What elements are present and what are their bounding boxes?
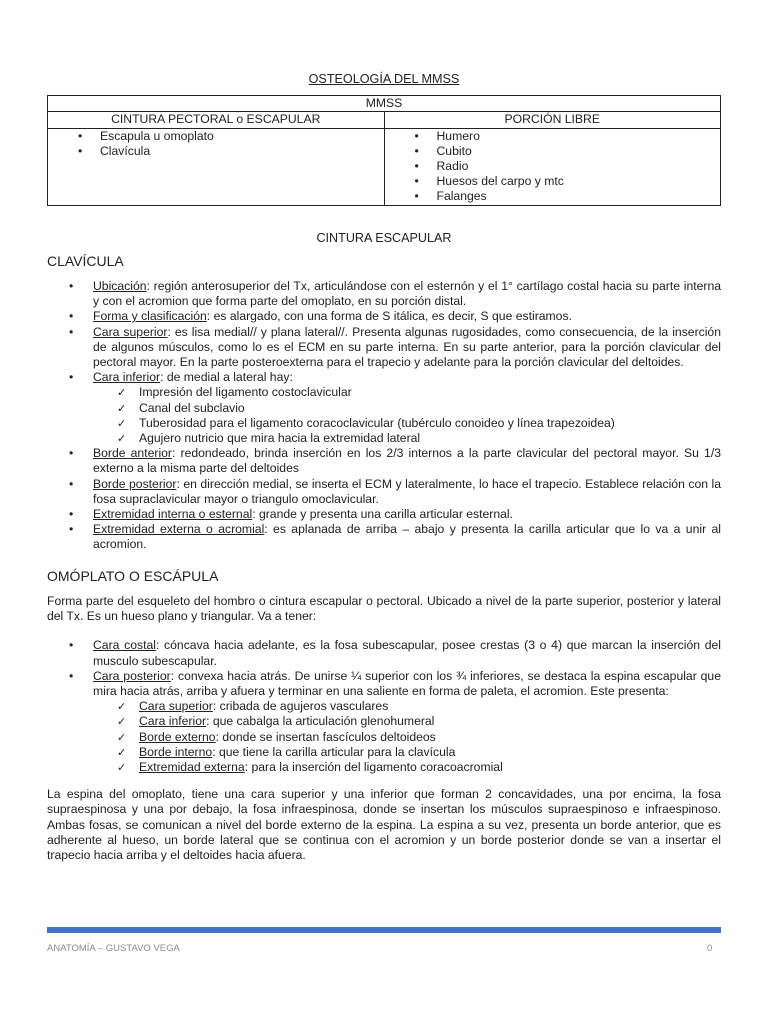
list-item: • Clavícula bbox=[100, 144, 378, 159]
acromion-checklist bbox=[93, 699, 721, 775]
item-text: : convexa hacia atrás. De unirse ¼ superior con los ¾ inferiores, se destaca la espina escapular que mira hacia atrás, arriba y afuera y terminar en una saliente en forma de paleta, el acromion. Este presenta: bbox=[93, 668, 721, 698]
check-item: ✓ Tuberosidad para el ligamento coracoclavicular (tubérculo conoideo y línea trapezoidea) bbox=[139, 416, 721, 431]
item-text: : para la inserción del ligamento coracoacromial bbox=[244, 759, 503, 774]
list-item bbox=[93, 638, 721, 668]
list-item bbox=[93, 522, 721, 552]
list-item: • Escapula u omoplato bbox=[100, 129, 378, 144]
item-term: Borde externo bbox=[139, 729, 216, 744]
list-item bbox=[93, 279, 721, 309]
omoplato-list bbox=[47, 638, 721, 775]
item-text: : región anterosuperior del Tx, articulándose con el esternón y el 1° cartílago costal hacia su parte interna y con el acromion que forma parte del omoplato, en su porción distal. bbox=[93, 279, 721, 309]
check-item: ✓ Canal del subclavio bbox=[139, 401, 721, 416]
item-term: Borde posterior bbox=[93, 476, 177, 491]
item-term: Cara costal bbox=[93, 638, 156, 653]
item-term: Extremidad externa o acromial bbox=[93, 522, 265, 537]
list-item bbox=[93, 370, 721, 446]
clavicula-heading: CLAVÍCULA bbox=[47, 252, 124, 269]
check-item bbox=[139, 760, 721, 775]
list-item bbox=[93, 446, 721, 476]
list-item: • Humero bbox=[437, 129, 715, 144]
item-text: : que tiene la carilla articular para la clavícula bbox=[212, 744, 456, 759]
omoplato-heading: OMÓPLATO O ESCÁPULA bbox=[47, 567, 219, 584]
table-caption: MMSS bbox=[48, 96, 721, 112]
item-text: : es aplanada de arriba – abajo y presenta la carilla articular que lo va a unir al acromion. bbox=[93, 522, 721, 552]
check-item bbox=[139, 699, 721, 714]
document-title: OSTEOLOGÍA DEL MMSS bbox=[308, 72, 460, 86]
item-text: : que cabalga la articulación glenohumeral bbox=[206, 714, 435, 729]
check-item: ✓ Impresión del ligamento costoclavicular bbox=[139, 385, 721, 400]
item-term: Ubicación bbox=[93, 279, 147, 294]
footer-bar bbox=[47, 927, 721, 933]
item-term: Extremidad externa bbox=[139, 759, 245, 774]
table-cell-right bbox=[384, 128, 721, 205]
list-item bbox=[93, 309, 721, 324]
item-text: : grande y presenta una carilla articular esternal. bbox=[252, 507, 514, 522]
list-item bbox=[93, 325, 721, 371]
item-text: : redondeado, brinda inserción en los 2/3 internos a la parte clavicular del pectoral mayor. Su 1/3 externo a la misma parte del deltoides bbox=[93, 446, 721, 476]
item-term: Borde interno bbox=[139, 744, 213, 759]
table-cell-left bbox=[48, 128, 385, 205]
page-number: 0 bbox=[707, 943, 713, 954]
item-term: Cara inferior bbox=[93, 370, 161, 385]
cara-inferior-checklist bbox=[93, 385, 721, 446]
document-page bbox=[47, 72, 721, 873]
list-item: • Radio bbox=[437, 159, 715, 174]
item-term: Extremidad interna o esternal bbox=[93, 507, 253, 522]
item-term: Cara posterior bbox=[93, 668, 171, 683]
check-item bbox=[139, 730, 721, 745]
list-item: • Huesos del carpo y mtc bbox=[437, 174, 715, 189]
list-item bbox=[93, 669, 721, 775]
item-text: : en dirección medial, se inserta el ECM y lateralmente, lo hace el trapecio. Establece relación con la fosa supraclavicular mayor o triangulo omoclavicular. bbox=[93, 476, 722, 506]
item-text: : es alargado, con una forma de S itálica, es decir, S que estiramos. bbox=[206, 309, 572, 324]
item-term: Cara superior bbox=[139, 699, 213, 714]
clavicula-list bbox=[47, 279, 721, 553]
item-term: Cara inferior bbox=[139, 714, 207, 729]
item-text: : cribada de agujeros vasculares bbox=[212, 699, 389, 714]
list-item bbox=[93, 477, 721, 507]
item-text: : es lisa medial// y plana lateral//. Presenta algunas rugosidades, como consecuencia, de la inserción de algunos músculos, como lo es el ECM en su parte interna. En su parte anterior, para la porción clavicular del pectoral mayor. En la parte posteroexterna para el trapecio y adelante para la porción clavicular del deltoides. bbox=[93, 324, 721, 370]
table-header-left: CINTURA PECTORAL o ESCAPULAR bbox=[48, 112, 385, 128]
mmss-table bbox=[47, 95, 721, 205]
list-item bbox=[93, 507, 721, 522]
item-text: : cóncava hacia adelante, es la fosa subescapular, posee crestas (3 o 4) que marcan la inserción del musculo subescapular. bbox=[93, 638, 722, 668]
section-title: CINTURA ESCAPULAR bbox=[316, 230, 452, 245]
list-item: • Falanges bbox=[437, 189, 715, 204]
omoplato-closing: La espina del omoplato, tiene una cara superior y una inferior que forman 2 concavidades, una por encima, la fosa supraespinosa y una por debajo, la fosa infraespinosa, donde se insertan los músculos supraespinoso e infraespinoso. Ambas fosas, se comunican a nivel del borde externo de la espina. La espina a su vez, presenta un borde anterior, que es adherente al hueso, un borde lateral que se continua con el acromion y un borde posterior donde se van a insertar el trapecio hacia arriba y el deltoides hacia afuera. bbox=[47, 787, 721, 862]
table-header-right: PORCIÓN LIBRE bbox=[384, 112, 721, 128]
item-text: : donde se insertan fascículos deltoideos bbox=[215, 729, 436, 744]
list-item: • Cubito bbox=[437, 144, 715, 159]
omoplato-intro: Forma parte del esqueleto del hombro o cintura escapular o pectoral. Ubicado a nivel de la parte superior, posterior y lateral del Tx. Es un hueso plano y triangular. Va a tener: bbox=[47, 593, 721, 624]
check-item bbox=[139, 745, 721, 760]
check-item: ✓ Agujero nutricio que mira hacia la extremidad lateral bbox=[139, 431, 721, 446]
item-text: : de medial a lateral hay: bbox=[160, 370, 293, 385]
item-term: Borde anterior bbox=[93, 446, 172, 461]
check-item bbox=[139, 714, 721, 729]
item-term: Forma y clasificación bbox=[93, 309, 207, 324]
footer-author: ANATOMÍA – GUSTAVO VEGA bbox=[47, 943, 180, 954]
item-term: Cara superior bbox=[93, 324, 168, 339]
